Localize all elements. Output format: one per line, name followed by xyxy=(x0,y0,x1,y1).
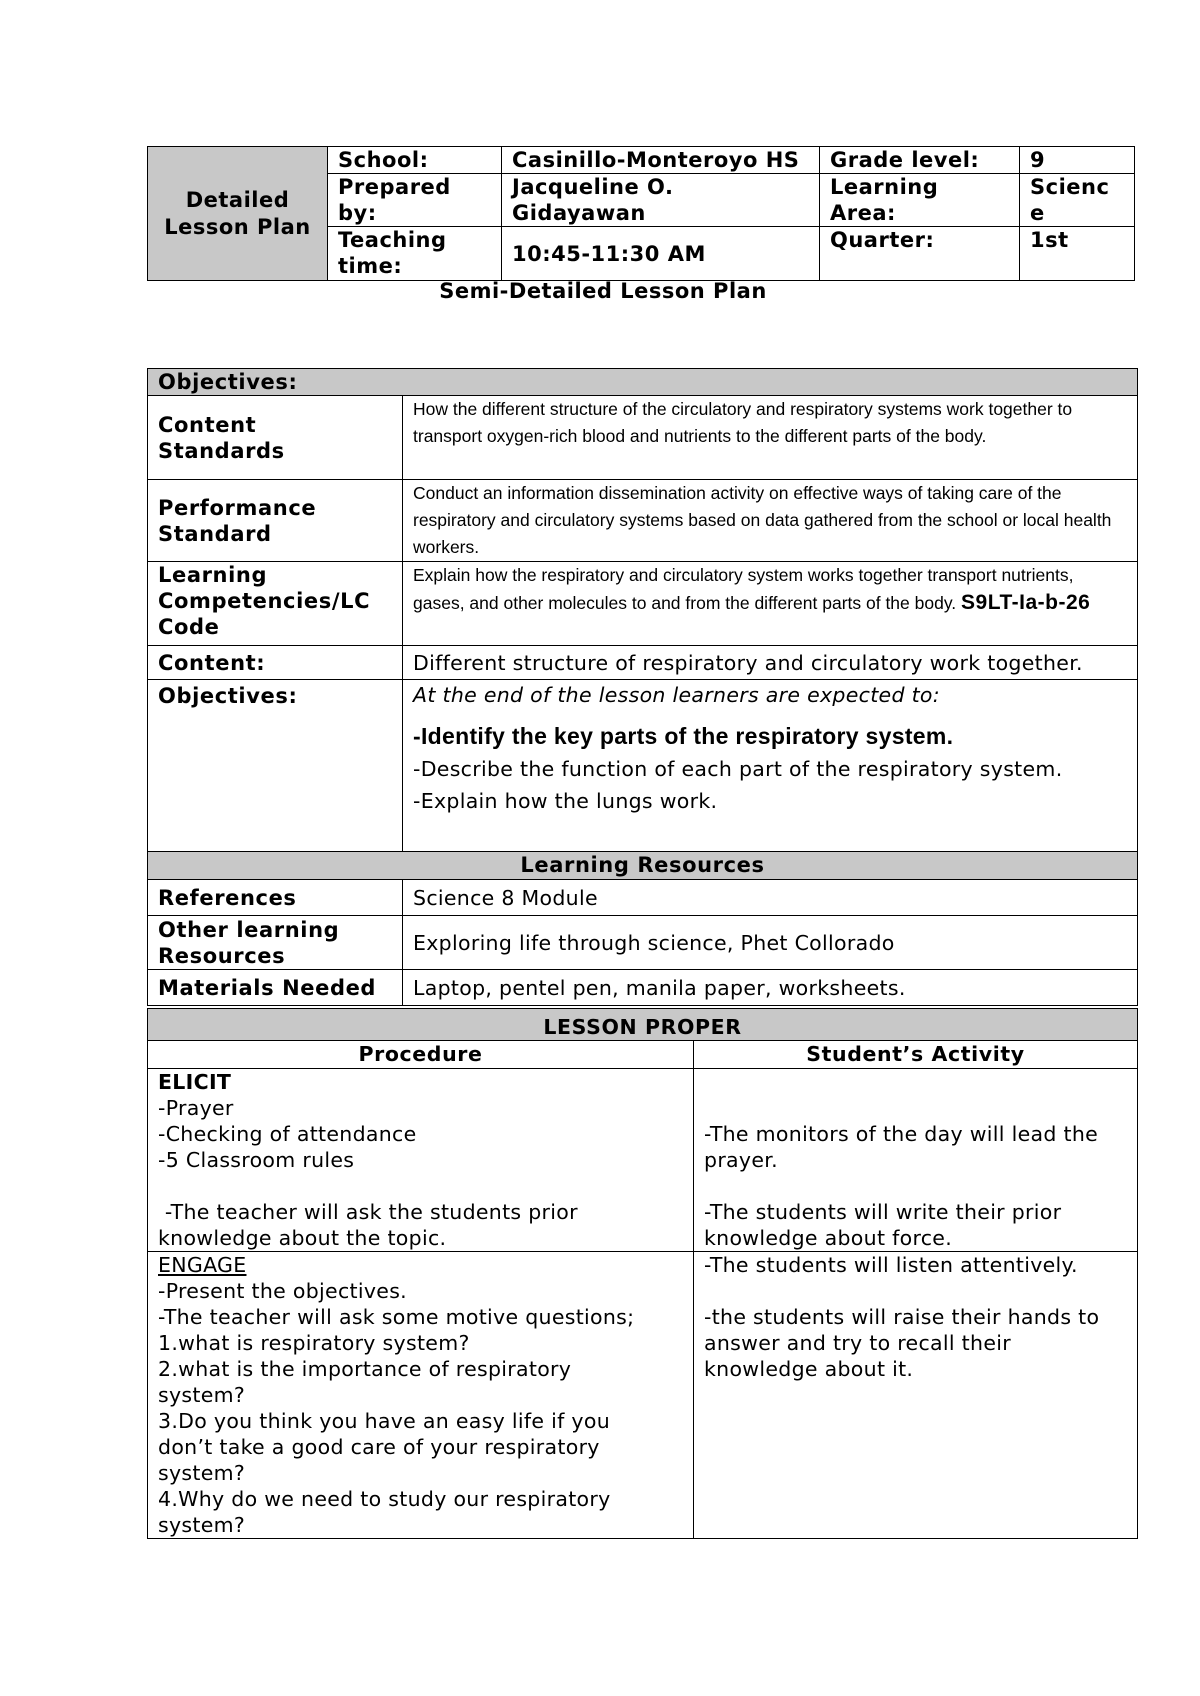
objective-item-3: -Explain how the lungs work. xyxy=(413,789,718,813)
time-label-line-1: Teaching xyxy=(338,228,447,252)
prepared-value-line-2: Gidayawan xyxy=(512,201,646,225)
objectives-label: Objectives: xyxy=(148,680,403,852)
engage-student-1: -The students will listen attentively. xyxy=(704,1253,1078,1277)
engage-line-3: 1.what is respiratory system? xyxy=(158,1331,470,1355)
elicit-line-3: -5 Classroom rules xyxy=(158,1148,355,1172)
resources-heading: Learning Resources xyxy=(148,852,1138,880)
prepared-label-line-2: by: xyxy=(338,201,377,225)
doc-type-cell xyxy=(148,147,328,281)
elicit-student-1-line-1: -The monitors of the day will lead the xyxy=(704,1122,1099,1146)
spacer xyxy=(704,1278,1127,1304)
engage-line-8: system? xyxy=(158,1461,246,1485)
prepared-label-line-1: Prepared xyxy=(338,175,451,199)
engage-line-2: -The teacher will ask some motive questions; xyxy=(158,1305,635,1329)
competencies-text: Explain how the respiratory and circulatory system works together transport nutrients, gases, and other molecules to and from the different parts of the body. xyxy=(413,565,1074,613)
elicit-student-2-line-1: -The students will write their prior xyxy=(704,1200,1062,1224)
activity-column-header: Student’s Activity xyxy=(694,1041,1138,1069)
other-resources-label-line-1: Other learning xyxy=(158,917,340,942)
prepared-value xyxy=(502,174,820,227)
performance-label xyxy=(148,480,403,562)
quarter-label: Quarter: xyxy=(820,227,1020,281)
competency-code: S9LT-Ia-b-26 xyxy=(961,591,1091,614)
area-value xyxy=(1020,174,1135,227)
competencies-label xyxy=(148,562,403,646)
content-standards-label-line-1: Content xyxy=(158,412,257,437)
performance-label-line-2: Standard xyxy=(158,521,272,546)
procedure-column-header: Procedure xyxy=(148,1041,694,1069)
area-label-line-1: Learning xyxy=(830,175,939,199)
area-label xyxy=(820,174,1020,227)
quarter-value: 1st xyxy=(1020,227,1135,281)
elicit-student-2-line-2: knowledge about force. xyxy=(704,1226,953,1250)
elicit-teacher-line-1: -The teacher will ask the students prior xyxy=(158,1200,578,1224)
spacer xyxy=(704,1095,1127,1121)
objectives-intro: At the end of the lesson learners are expected to: xyxy=(413,683,940,707)
prepared-value-line-1: Jacqueline O. xyxy=(512,175,674,199)
school-label: School: xyxy=(328,147,502,174)
elicit-line-1: -Prayer xyxy=(158,1096,234,1120)
performance-text: Conduct an information dissemination activity on effective ways of taking care of the respiratory and circulatory systems based on data gathered from the school or local health workers. xyxy=(403,480,1138,562)
elicit-student-1-line-2: prayer. xyxy=(704,1148,778,1172)
time-label xyxy=(328,227,502,281)
content-standards-text: How the different structure of the circulatory and respiratory systems work together to transport oxygen-rich blood and nutrients to the different parts of the body. xyxy=(403,396,1138,480)
competencies-label-line-2: Competencies/LC xyxy=(158,589,371,613)
elicit-line-2: -Checking of attendance xyxy=(158,1122,417,1146)
content-standards-label-line-2: Standards xyxy=(158,438,285,463)
engage-title: ENGAGE xyxy=(158,1253,247,1277)
other-resources-text: Exploring life through science, Phet Collorado xyxy=(403,916,1138,970)
prepared-label xyxy=(328,174,502,227)
engage-line-7: don’t take a good care of your respiratory xyxy=(158,1435,600,1459)
engage-line-10: system? xyxy=(158,1513,246,1537)
references-text: Science 8 Module xyxy=(403,880,1138,916)
objective-item-1: -Identify the key parts of the respiratory system. xyxy=(413,723,954,749)
page-title: Semi-Detailed Lesson Plan xyxy=(439,279,767,303)
time-value: 10:45-11:30 AM xyxy=(502,227,820,281)
engage-line-9: 4.Why do we need to study our respiratory xyxy=(158,1487,611,1511)
time-label-line-2: time: xyxy=(338,254,403,278)
area-label-line-2: Area: xyxy=(830,201,896,225)
references-label: References xyxy=(148,880,403,916)
other-resources-label-line-2: Resources xyxy=(158,943,286,968)
engage-procedure xyxy=(148,1252,694,1539)
elicit-teacher-line-2: knowledge about the topic. xyxy=(158,1226,447,1250)
elicit-title: ELICIT xyxy=(158,1070,232,1094)
content-standards-label xyxy=(148,396,403,480)
engage-line-5: system? xyxy=(158,1383,246,1407)
spacer xyxy=(158,1173,683,1199)
objective-item-2: -Describe the function of each part of the respiratory system. xyxy=(413,757,1063,781)
competencies-cell xyxy=(403,562,1138,646)
elicit-procedure xyxy=(148,1069,694,1252)
engage-activity xyxy=(694,1252,1138,1539)
materials-text: Laptop, pentel pen, manila paper, worksheets. xyxy=(403,970,1138,1006)
spacer xyxy=(704,1173,1127,1199)
grade-label: Grade level: xyxy=(820,147,1020,174)
competencies-label-line-1: Learning xyxy=(158,563,268,587)
lesson-proper-heading: LESSON PROPER xyxy=(148,1009,1138,1041)
engage-student-2-line-3: knowledge about it. xyxy=(704,1357,914,1381)
engage-student-2-line-2: answer and try to recall their xyxy=(704,1331,1011,1355)
elicit-activity xyxy=(694,1069,1138,1252)
engage-line-6: 3.Do you think you have an easy life if you xyxy=(158,1409,610,1433)
school-value: Casinillo-Monteroyo HS xyxy=(502,147,820,174)
engage-line-1: -Present the objectives. xyxy=(158,1279,407,1303)
objectives-heading: Objectives: xyxy=(148,369,1138,396)
other-resources-label xyxy=(148,916,403,970)
spacer xyxy=(704,1069,1127,1095)
content-text: Different structure of respiratory and circulatory work together. xyxy=(403,646,1138,680)
objectives-table xyxy=(147,368,1138,1006)
doc-type-line-1: Detailed xyxy=(185,187,290,212)
engage-student-2-line-1: -the students will raise their hands to xyxy=(704,1305,1100,1329)
grade-value: 9 xyxy=(1020,147,1135,174)
lesson-header-table xyxy=(147,146,1135,281)
materials-label: Materials Needed xyxy=(148,970,403,1006)
performance-label-line-1: Performance xyxy=(158,495,317,520)
doc-type-line-2: Lesson Plan xyxy=(164,214,311,239)
area-value-line-1: Scienc xyxy=(1030,175,1110,199)
objectives-list xyxy=(403,680,1138,852)
content-label: Content: xyxy=(148,646,403,680)
engage-line-4: 2.what is the importance of respiratory xyxy=(158,1357,572,1381)
competencies-label-line-3: Code xyxy=(158,615,220,639)
lesson-proper-table xyxy=(147,1008,1138,1539)
area-value-line-2: e xyxy=(1030,201,1045,225)
